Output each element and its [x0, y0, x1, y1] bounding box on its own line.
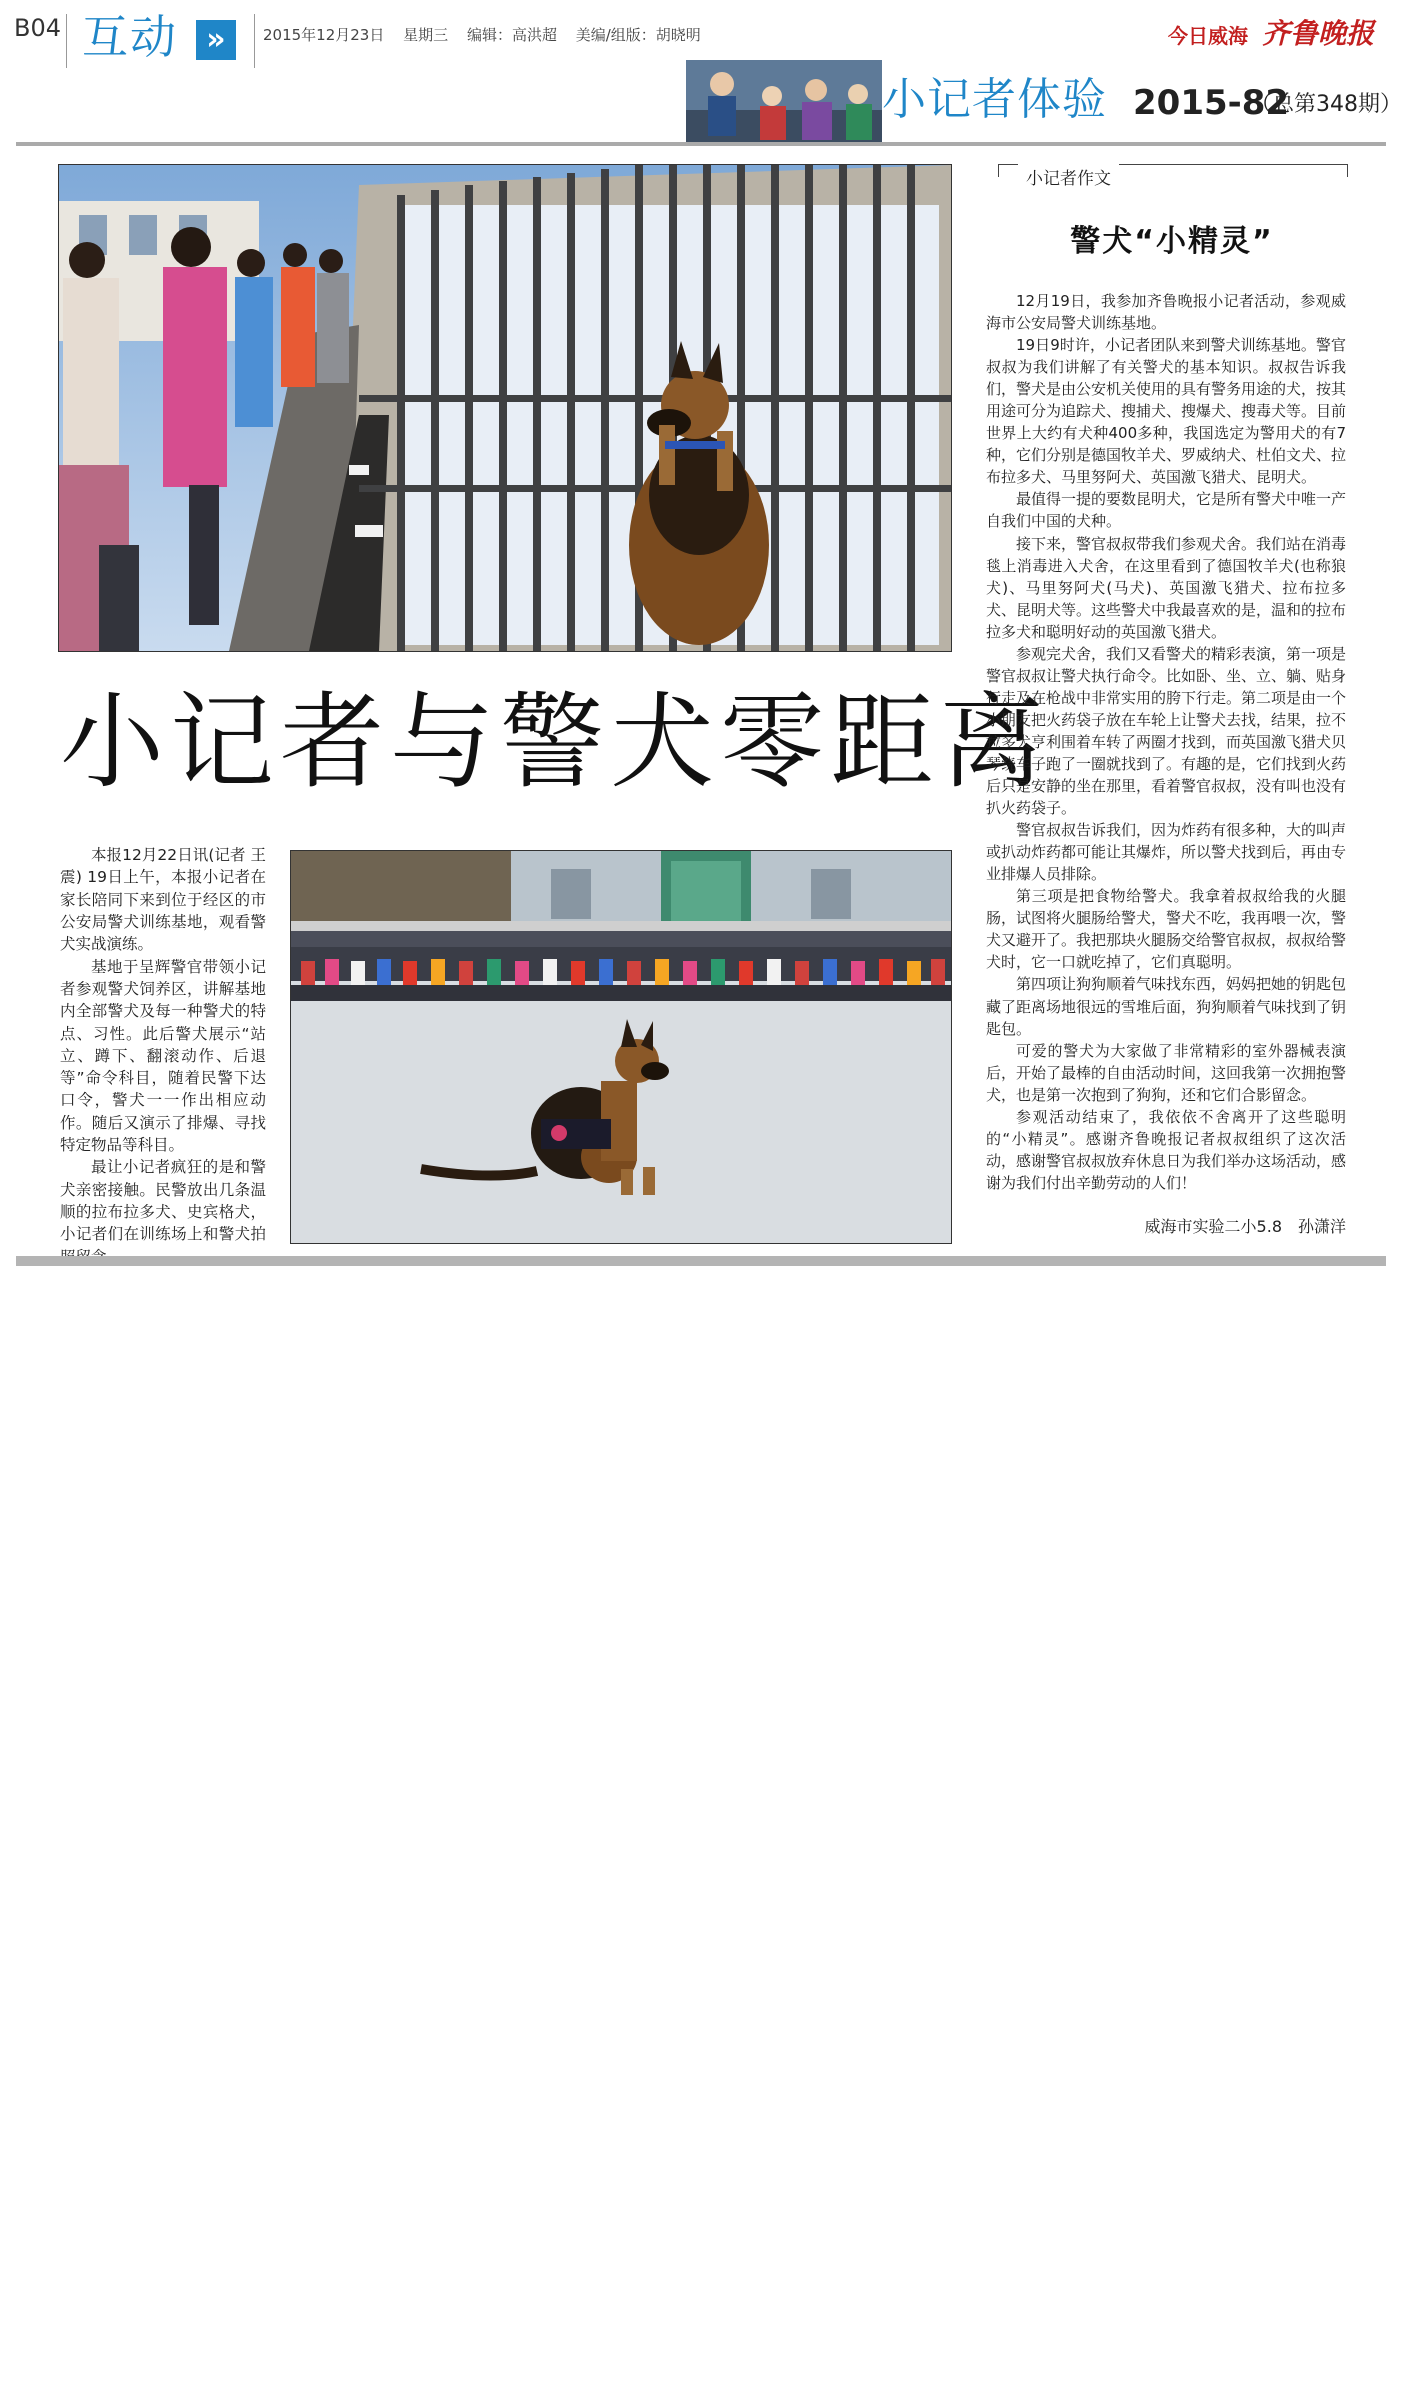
- banner-issue-number: 2015-82: [1133, 83, 1290, 123]
- essay-tag: 小记者作文: [1018, 164, 1119, 189]
- top-rule: [16, 142, 1386, 146]
- training-ground-photo: [290, 850, 952, 1244]
- essay-paragraph: 参观完犬舍，我们又看警犬的精彩表演，第一项是警官叔叔让警犬执行命令。比如卧、坐、立、躺、贴身行走及在枪战中非常实用的胯下行走。第二项是由一个小朋友把火药袋子放在车轮上让警犬去找，结果，拉不拉多犬亨利围着车转了两圈才找到，而英国激飞猎犬贝琴绕车子跑了一圈就找到了。有趣的是，它们找到火药后只是安静的坐在那里，看着警官叔叔，没有叫也没有扒火药袋子。: [986, 644, 1347, 818]
- section-arrow-icon: »: [196, 20, 236, 60]
- page-number: B04: [14, 14, 62, 42]
- news-paragraph: 基地于呈辉警官带领小记者参观警犬饲养区，讲解基地内全部警犬及每一种警犬的特点、习性。此后警犬展示“站立、蹲下、翻滚动作、后退等”命令科目，随着民警下达口令，警犬一一作出相应动作。随后又演示了排爆、寻找特定物品等科目。: [60, 957, 266, 1155]
- essay-paragraph: 第三项是把食物给警犬。我拿着叔叔给我的火腿肠，试图将火腿肠给警犬，警犬不吃，我再喂一次，警犬又避开了。我把那块火腿肠交给警官叔叔，叔叔给警犬时，它一口就吃掉了，它们真聪明。: [986, 887, 1347, 972]
- essay-paragraph: 可爱的警犬为大家做了非常精彩的室外器械表演后，开始了最棒的自由活动时间，这回我第一次拥抱警犬，也是第一次抱到了狗狗，还和它们合影留念。: [986, 1041, 1347, 1104]
- essay-title: 警犬“小精灵”: [1070, 224, 1274, 259]
- header-divider: [66, 14, 67, 68]
- essay-paragraph: 参观活动结束了，我依依不舍离开了这些聪明的“小精灵”。感谢齐鲁晚报记者叔叔组织了这次活动，感谢警官叔叔放弃休息日为我们举办这场活动，感谢为我们付出辛勤劳动的人们！: [986, 1107, 1347, 1192]
- main-headline: 小记者与警犬零距离: [60, 681, 1051, 803]
- masthead-logo: 齐鲁晚报: [1262, 17, 1375, 50]
- banner-title: 小记者体验: [882, 74, 1107, 125]
- edition-name: 今日威海: [1168, 24, 1248, 48]
- issue-date: 2015年12月23日: [263, 26, 385, 44]
- news-paragraph: 本报12月22日讯(记者 王震) 19日上午，本报小记者在家长陪同下来到位于经区的市公安局警犬训练基地，观看警犬实战演练。: [60, 846, 266, 954]
- section-title: 互动: [82, 10, 178, 64]
- essay-paragraph: 第四项让狗狗顺着气味找东西，妈妈把她的钥匙包藏了距离场地很远的雪堆后面，狗狗顺着气味找到了钥匙包。: [986, 975, 1347, 1038]
- news-paragraph: 最让小记者疯狂的是和警犬亲密接触。民警放出几条温顺的拉布拉多犬、史宾格犬，小记者们在训练场上和警犬拍: [60, 1158, 266, 1244]
- essay-paragraph: 警官叔叔告诉我们，因为炸药有很多种，大的叫声或扒动炸药都可能让其爆炸，所以警犬找到后，再由专业排爆人员排除。: [986, 821, 1347, 884]
- essay-paragraph: 19日9时许，小记者团队来到警犬训练基地。警官叔叔为我们讲解了有关警犬的基本知识。叔叔告诉我们，警犬是由公安机关使用的具有警务用途的犬，按其用途可分为追踪犬、搜捕犬、搜爆犬、搜毒犬等。目前世界上大约有犬种400多种，我国选定为警用犬的有7种，它们分别是德国牧羊犬、罗威纳犬、杜伯文犬、拉布拉多犬、马里努阿犬、英国激飞猎犬、昆明犬。: [986, 336, 1347, 487]
- essay-paragraph: 最值得一提的要数昆明犬，它是所有警犬中唯一产自我们中国的犬种。: [986, 490, 1347, 531]
- essay-paragraph: 12月19日，我参加齐鲁晚报小记者活动，参观威海市公安局警犬训练基地。: [986, 292, 1346, 333]
- banner-total-issue: （总第348期）: [1250, 92, 1402, 117]
- bottom-rule: [16, 1256, 1386, 1266]
- header-meta: [263, 24, 715, 45]
- header-divider: [254, 14, 255, 68]
- weekday: 星期三: [403, 26, 449, 44]
- banner-photo: [686, 60, 882, 144]
- essay-body: [986, 290, 1346, 1194]
- news-body: [60, 844, 266, 1268]
- essay-paragraph: 接下来，警官叔叔带我们参观犬舍。我们站在消毒毯上消毒进入犬舍，在这里看到了德国牧羊犬(也称狼犬)、马里努阿犬(马犬)、英国激飞猎犬、拉布拉多犬、昆明犬等。这些警犬中我最喜欢的是，温和的拉布拉多犬和聪明好动的英国激飞猎犬。: [986, 534, 1347, 641]
- designer-credit: 美编/组版：胡晓明: [575, 26, 701, 44]
- kennel-photo: [58, 164, 952, 652]
- editor-credit: 编辑：高洪超: [466, 26, 557, 44]
- essay-author: 威海市实验二小5.8 孙潇洋: [1144, 1217, 1346, 1236]
